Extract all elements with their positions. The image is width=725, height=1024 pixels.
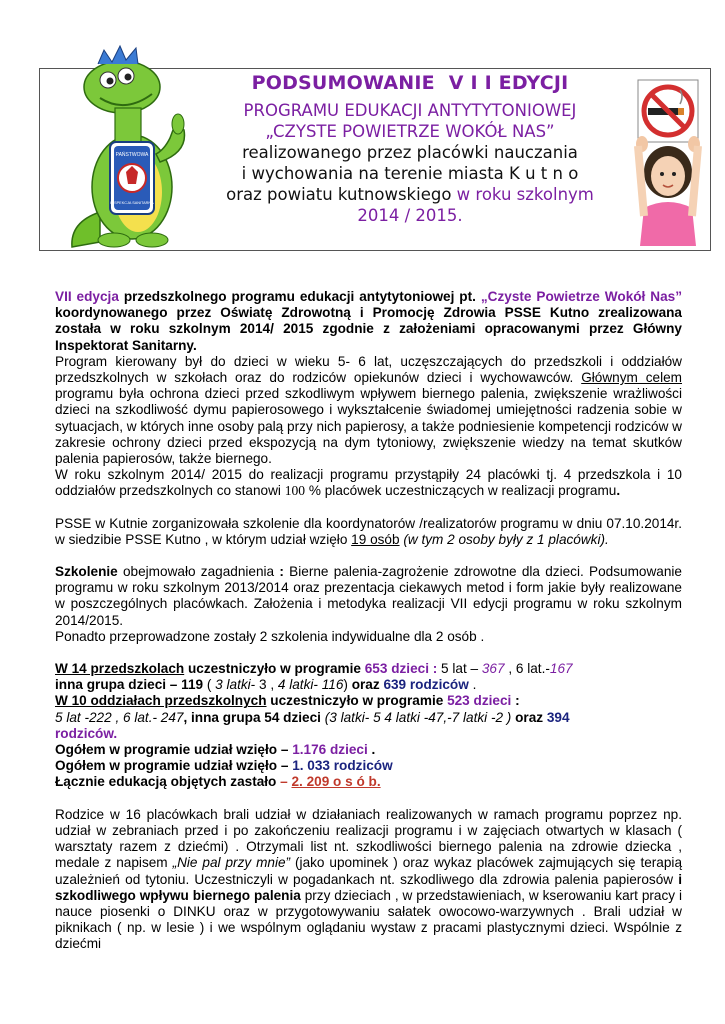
header-line-6a: oraz powiatu kutnowskiego (226, 185, 452, 204)
topics-text-1: obejmowało zagadnienia (117, 564, 280, 580)
dinosaur-mascot-icon (60, 42, 200, 252)
medal-slogan: „Nie pal przy mnie” (172, 855, 291, 871)
stats-l2-f: ) (343, 677, 352, 693)
stats-l6-a: Ogółem w programie udział wzięło – (55, 742, 293, 758)
stats-l4-c: (3 latki- 5 4 latki -47,-7 latki -2 ) (324, 709, 512, 725)
training-text-1: PSSE w Kutnie zorganizowała szkolenie dla koordynatorów /realizatorów programu w dniu 07.10.2014r. w siedzibie PSSE Kutno , w którym udział wzięło (55, 515, 682, 547)
stats-l2-a: inna grupa dzieci – 119 (55, 677, 204, 693)
summary-title-main: PODSUMOWANIE (251, 72, 435, 94)
paragraph-goal (55, 354, 682, 467)
stats-line-1 (55, 661, 682, 677)
paragraph-intro (55, 289, 682, 354)
parents-text-1: Rodzice w 16 placówkach brali udział w działaniach realizowanych w ramach programu poprzez np. udział w zebraniach przed i po zakończeniu realizacji programu i w zajęciach otwartych w klasach ( warsztaty razem z dziećmi) . Otrzymali list nt. szkodliwości biernego palenia na zdrowie dziecka , medale z napisem (55, 806, 682, 871)
summary-title-edition: V I I EDYCJI (448, 72, 569, 94)
header-line-6 (200, 184, 620, 205)
stats-l8-c: 2. 209 o s ó b. (291, 774, 381, 790)
stats-l7-a: Ogółem w programie udział wzięło – (55, 758, 293, 774)
participation-text-1: W roku szkolnym 2014/ 2015 do realizacji programu przystąpiły 24 placówki tj. 4 przedszkola i 10 oddziałów przedszkolnych co stanowi (55, 467, 682, 499)
stats-l8-a: Łącznie edukacją objętych zastało (55, 774, 277, 790)
stats-l2-b: ( (203, 677, 216, 693)
stats-l4-d: oraz (511, 709, 547, 725)
stats-l2-i: . (468, 677, 477, 693)
stats-l3-d: : (511, 693, 520, 709)
stats-l6-b: 1.176 dzieci (292, 742, 368, 758)
paragraph-topics (55, 564, 682, 629)
stats-l7-b: 1. 033 rodziców (292, 758, 393, 774)
stats-kindergarten-children: 653 dzieci : (364, 661, 438, 677)
badge-top-text: PAŃSTWOWA (115, 152, 149, 158)
goal-text-2: programu była ochrona dzieci przed szkodliwym wpływem biernego palenia, zwiększenie wrażliwości dzieci na szkodliwość dymu papierosowego i wykształcenie świadomej umiejętności radzenia sobie w sytuacjach, w których inne osoby palą przy nich papierosy, a także podniesienie kompetencji rodziców w zakresie ochrony dzieci przed ekspozycją na dym tytoniowy, zwiększenie wiedzy na temat skutków palenia papierosów, także biernego. (55, 386, 682, 467)
stats-l4-b: , inna grupa 54 dzieci (183, 709, 325, 725)
stats-l2-c: 3 latki (215, 677, 251, 693)
stats-l2-d: - 3 , (250, 677, 278, 693)
program-name: „Czyste Powietrze Wokół Nas” (480, 289, 683, 304)
stats-kindergartens: W 14 przedszkolach (55, 661, 185, 677)
summary-title (200, 72, 620, 94)
stats-l1-f: , 6 lat.- (504, 661, 550, 677)
topics-text-2: Bierne palenia-zagrożenie zdrowotne dla dzieci. Podsumowanie programu w roku szkolnym 2013/2014 oraz prezentacja ciekawych metod i form jakie były realizowane w poszczególnych placówkach. Założenia i metodyka realizacji VII edycji programu w roku szkolnym 2014/2015. (55, 564, 682, 628)
participation-dot: . (616, 483, 621, 499)
goal-label: Głównym celem (581, 370, 682, 386)
stats-l2-e: 4 latki- 116 (277, 677, 344, 693)
intro-text-2: koordynowanego przez Oświatę Zdrowotną i Promocję Zdrowia PSSE Kutno zrealizowana została w roku szkolnym 2014/ 2015 zgodnie z założeniami opracowanymi przez Główny Inspektorat Sanitarny. (55, 305, 682, 353)
paragraph-training (55, 516, 682, 548)
stats-l3-b: uczestniczyło w programie (266, 693, 448, 709)
stats-departments: W 10 oddziałach przedszkolnych (55, 693, 267, 709)
stats-total-parents (55, 758, 682, 774)
paragraph-parents (55, 807, 682, 953)
edition-label: VII edycja (55, 289, 119, 304)
training-note: (w tym 2 osoby były z 1 placówki). (399, 531, 609, 547)
program-title: PROGRAMU EDUKACJI ANTYTYTONIOWEJ (243, 101, 577, 120)
stats-department-parents: 394 (546, 709, 570, 725)
parents-text-3: przy dzieciach , w przedstawieniach, w kserowaniu kart pracy i nauce piosenki o DINKU oraz w przygotowywaniu sałatek owocowo-warzywnych . Brali udział w piknikach ( np. w lesie ) i we wspólnym oglądaniu wystaw z pracami plastycznymi dzieci. Wspólnie z dziećmi (55, 887, 682, 952)
stats-total-children (55, 742, 682, 758)
stats-l1-b: uczestniczyło w programie (184, 661, 365, 677)
stats-l1-d: 5 lat – (437, 661, 482, 677)
stats-line-4 (55, 710, 682, 726)
stats-l8-b: – (276, 774, 292, 790)
header-line-6b: w roku szkolnym (456, 185, 594, 204)
program-slogan: „CZYSTE POWIETRZE WOKÓŁ NAS” (265, 122, 555, 141)
goal-text-1: Program kierowany był do dzieci w wieku 5- 6 lat, uczęszczających do przedszkoli i oddziałów przedszkolnych w szkołach oraz do rodziców opiekunów dzieci i wychowawców. (55, 353, 682, 386)
stats-grand-total (55, 774, 682, 790)
stats-l6-c: . (367, 742, 376, 758)
intro-text-1: przedszkolnego programu edukacji antytytoniowej pt. (118, 289, 481, 304)
stats-l1-e: 367 (481, 661, 505, 677)
stats-kindergarten-parents: 639 rodziców (383, 677, 469, 693)
header-title-block (200, 72, 620, 226)
stats-l4-a: 5 lat -222 , 6 lat.- 247 (55, 709, 184, 725)
stats-line-5: rodziców. (55, 725, 118, 741)
header-line-5: i wychowania na terenie miasta K u t n o (241, 164, 579, 183)
stats-department-children: 523 dzieci (447, 693, 512, 709)
topics-colon: : (279, 564, 284, 580)
participation-percent: 100 (284, 483, 306, 499)
badge-bottom-text: INSPEKCJA SANITARNA (110, 201, 154, 205)
no-smoking-girl-icon (632, 76, 704, 246)
school-year: 2014 / 2015. (357, 206, 463, 225)
stats-line-3 (55, 693, 682, 709)
header-line-4: realizowanego przez placówki nauczania (242, 143, 578, 162)
parents-text-2: (jako upominek ) oraz wykaz placówek zajmujących się terapią uzależnień od tytoniu. Uczestniczyli w pogadankach nt. szkodliwego dla zdrowia palenia papierosów (55, 855, 683, 887)
statistics-block (55, 661, 682, 791)
paragraph-individual-training: Ponadto przeprowadzone zostały 2 szkolenia indywidualne dla 2 osób . (55, 628, 485, 644)
report-body (55, 289, 682, 953)
stats-line-2 (55, 677, 682, 693)
stats-l2-g: oraz (351, 677, 384, 693)
paragraph-participation (55, 467, 682, 499)
topics-label: Szkolenie (55, 564, 118, 580)
parents-bold: i szkodliwego wpływu biernego palenia (55, 871, 682, 903)
training-count: 19 osób (351, 531, 400, 547)
participation-text-2: % placówek uczestniczących w realizacji programu (305, 483, 617, 499)
stats-l1-g: 167 (549, 661, 573, 677)
